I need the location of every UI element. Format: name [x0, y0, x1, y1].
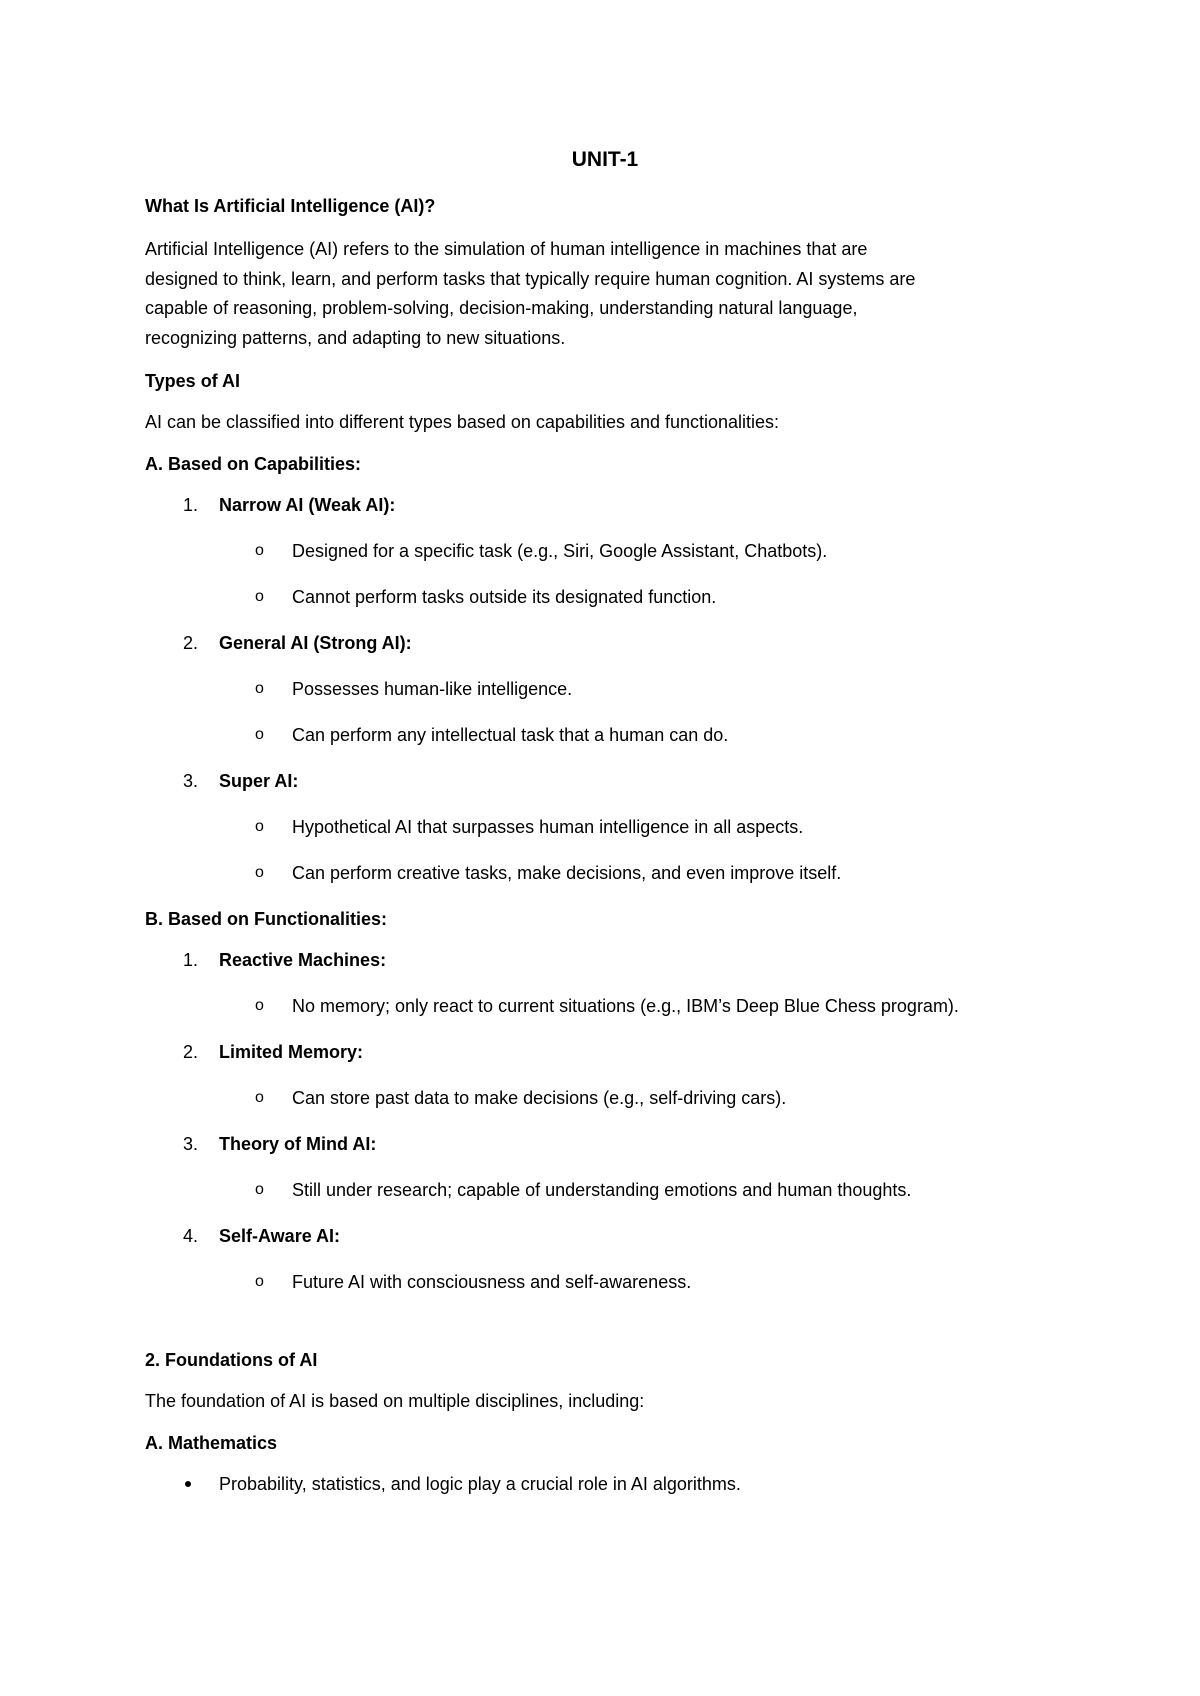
- list-item-theory-of-mind: [145, 1132, 1065, 1156]
- circle-bullet-icon: o: [255, 864, 264, 881]
- circle-bullet-icon: o: [255, 1273, 264, 1290]
- paragraph-foundations-intro: The foundation of AI is based on multiple disciplines, including:: [145, 1391, 645, 1411]
- heading-foundations: 2. Foundations of AI: [145, 1350, 318, 1370]
- list-item-self-aware-ai: [145, 1224, 1065, 1248]
- list-item-limited-memory: [145, 1040, 1065, 1064]
- heading-mathematics: A. Mathematics: [145, 1433, 278, 1453]
- list-label: Limited Memory:: [219, 1042, 364, 1062]
- heading-capabilities: A. Based on Capabilities:: [145, 454, 362, 474]
- list-label: Super AI:: [219, 771, 299, 791]
- bullet-list-item: [145, 1472, 1065, 1496]
- paragraph-line: Artificial Intelligence (AI) refers to the simulation of human intelligence in machines that are: [145, 239, 868, 259]
- sub-list-text: Can store past data to make decisions (e.g., self-driving cars).: [292, 1088, 787, 1108]
- heading-what-is-ai: What Is Artificial Intelligence (AI)?: [145, 196, 436, 216]
- list-number: 2.: [183, 633, 199, 653]
- paragraph-line: designed to think, learn, and perform tasks that typically require human cognition. AI systems are: [145, 268, 916, 289]
- circle-bullet-icon: o: [255, 588, 264, 605]
- circle-bullet-icon: o: [255, 818, 264, 835]
- list-number: 1.: [183, 950, 199, 970]
- paragraph-types-intro: AI can be classified into different types based on capabilities and functionalities:: [145, 412, 780, 432]
- list-item-reactive-machines: [145, 948, 1065, 972]
- sub-list-text: Can perform creative tasks, make decisions, and even improve itself.: [292, 863, 842, 883]
- section-spacer: [145, 1316, 1065, 1348]
- list-label: Reactive Machines:: [219, 950, 387, 970]
- paragraph-line: recognizing patterns, and adapting to new situations.: [145, 327, 566, 348]
- page-title: UNIT-1: [571, 148, 639, 171]
- bullet-text: Probability, statistics, and logic play a crucial role in AI algorithms.: [219, 1474, 741, 1494]
- heading-functionalities: B. Based on Functionalities:: [145, 909, 388, 929]
- heading-types-of-ai: Types of AI: [145, 371, 241, 391]
- list-label: Self-Aware AI:: [219, 1226, 341, 1246]
- sub-list-item: [145, 1086, 1065, 1110]
- circle-bullet-icon: o: [255, 726, 264, 743]
- sub-list-item: [145, 723, 1065, 747]
- paragraph-what-is-ai: [145, 235, 1065, 353]
- sub-list-text: No memory; only react to current situations (e.g., IBM’s Deep Blue Chess program).: [292, 996, 959, 1016]
- sub-list-item: [145, 815, 1065, 839]
- list-item-narrow-ai: [145, 493, 1065, 517]
- circle-bullet-icon: o: [255, 1181, 264, 1198]
- sub-list-item: [145, 1178, 1065, 1202]
- list-label: Theory of Mind AI:: [219, 1134, 377, 1154]
- list-number: 4.: [183, 1226, 199, 1246]
- list-number: 3.: [183, 1134, 199, 1154]
- list-number: 3.: [183, 771, 199, 791]
- sub-list-text: Cannot perform tasks outside its designated function.: [292, 587, 717, 607]
- sub-list-text: Future AI with consciousness and self-awareness.: [292, 1272, 692, 1292]
- list-number: 1.: [183, 495, 199, 515]
- bullet-dot-icon: [185, 1481, 191, 1487]
- circle-bullet-icon: o: [255, 1089, 264, 1106]
- list-label: Narrow AI (Weak AI):: [219, 495, 396, 515]
- circle-bullet-icon: o: [255, 680, 264, 697]
- circle-bullet-icon: o: [255, 542, 264, 559]
- list-item-super-ai: [145, 769, 1065, 793]
- sub-list-text: Still under research; capable of understanding emotions and human thoughts.: [292, 1180, 912, 1200]
- sub-list-item: [145, 1270, 1065, 1294]
- list-number: 2.: [183, 1042, 199, 1062]
- list-label: General AI (Strong AI):: [219, 633, 412, 653]
- sub-list-text: Designed for a specific task (e.g., Siri, Google Assistant, Chatbots).: [292, 541, 828, 561]
- circle-bullet-icon: o: [255, 997, 264, 1014]
- sub-list-text: Possesses human-like intelligence.: [292, 679, 573, 699]
- document-page: [145, 148, 1065, 1496]
- paragraph-line: capable of reasoning, problem-solving, decision-making, understanding natural language,: [145, 298, 858, 318]
- sub-list-text: Hypothetical AI that surpasses human intelligence in all aspects.: [292, 817, 804, 837]
- sub-list-item: [145, 994, 1065, 1018]
- sub-list-item: [145, 585, 1065, 609]
- sub-list-item: [145, 677, 1065, 701]
- sub-list-item: [145, 539, 1065, 563]
- list-item-general-ai: [145, 631, 1065, 655]
- sub-list-item: [145, 861, 1065, 885]
- sub-list-text: Can perform any intellectual task that a human can do.: [292, 725, 729, 745]
